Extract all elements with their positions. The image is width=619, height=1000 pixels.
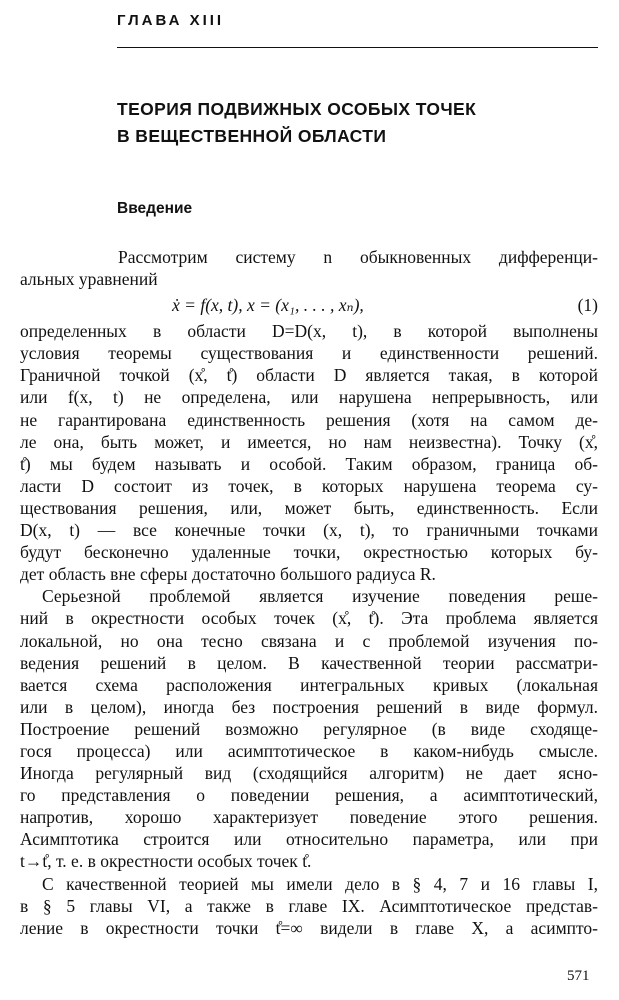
text-line: альных уравнений [20, 269, 158, 290]
text-line: или в целом), иногда без построения решений в виде формул. [20, 696, 598, 717]
text-line: ведения решений в целом. В качественной теории рассматри- [20, 652, 598, 673]
text-line: локальной, но она тесно связана и с проблемой изучения по- [20, 630, 598, 651]
text-line: Иногда регулярный вид (сходящийся алгоритм) не дает ясно- [20, 763, 598, 784]
section-heading: Введение [117, 200, 193, 217]
text-line: в § 5 главы VI, а также в главе IX. Асимптотическое представ- [20, 895, 598, 916]
chapter-title [117, 96, 598, 150]
text-line: Серьезной проблемой является изучение поведения реше- [42, 586, 598, 607]
chapter-title-line-2: В ВЕЩЕСТВЕННОЙ ОБЛАСТИ [117, 126, 387, 146]
body-text [20, 246, 598, 939]
equation-1 [20, 290, 598, 320]
text-line: гося процесса) или асимптотическое в каком-нибудь смысле. [20, 740, 598, 761]
text-line: определенных в области D=D(x, t), в которой выполнены [20, 321, 598, 342]
text-line: вается схема расположения интегральных кривых (локальная [20, 674, 598, 695]
text-line: Асимптотика строится или относительно параметра, или при [20, 829, 598, 850]
text-line: С качественной теорией мы имели дело в § 4, 7 и 16 главы I, [42, 873, 598, 894]
equation-number: (1) [577, 295, 598, 316]
text-line: или f(x, t) не определена, или нарушена непрерывность, или [20, 387, 598, 408]
text-line: дет область вне сферы достаточно большого радиуса R. [20, 564, 436, 585]
text-line: ласти D состоит из точек, в которых нарушена теорема су- [20, 475, 598, 496]
equation-body: ẋ = f(x, t), x = (x₁, . . . , xₙ), [172, 295, 364, 316]
text-line: t̊) мы будем называть и особой. Таким образом, граница об- [20, 453, 598, 474]
text-line: ний в окрестности особых точек (x̊, t̊). Эта проблема является [20, 608, 598, 629]
text-line: условия теоремы существования и единственности решений. [20, 343, 598, 364]
text-line: ле она, быть может, и имеется, но нам неизвестна). Точку (x̊, [20, 431, 598, 452]
text-line: ществования решения, или, может быть, единственность. Если [20, 497, 598, 518]
text-line: Рассмотрим систему n обыкновенных дифференци- [118, 247, 598, 267]
text-line: напротив, хорошо характеризует поведение этого решения. [20, 807, 598, 828]
text-line: Граничной точкой (x̊, t̊) области D является такая, в которой [20, 365, 598, 386]
text-line: ление в окрестности точки t̊=∞ видели в главе X, а асимпто- [20, 917, 598, 938]
chapter-title-line-1: ТЕОРИЯ ПОДВИЖНЫХ ОСОБЫХ ТОЧЕК [117, 99, 477, 119]
text-line: не гарантирована единственность решения (хотя на самом де- [20, 409, 598, 430]
text-line: Построение решений возможно регулярное (в виде сходяще- [20, 718, 598, 739]
text-line: t→t̊, т. е. в окрестности особых точек t̊. [20, 851, 312, 872]
chapter-label: ГЛАВА XIII [117, 12, 225, 29]
page-number: 571 [567, 968, 590, 984]
text-line: го представления о поведении решения, а асимптотический, [20, 785, 598, 806]
text-line: D(x, t) — все конечные точки (x, t), то граничными точками [20, 520, 598, 541]
text-line: будут бесконечно удаленные точки, окрестностью которых бу- [20, 542, 598, 563]
header-rule [117, 47, 598, 48]
